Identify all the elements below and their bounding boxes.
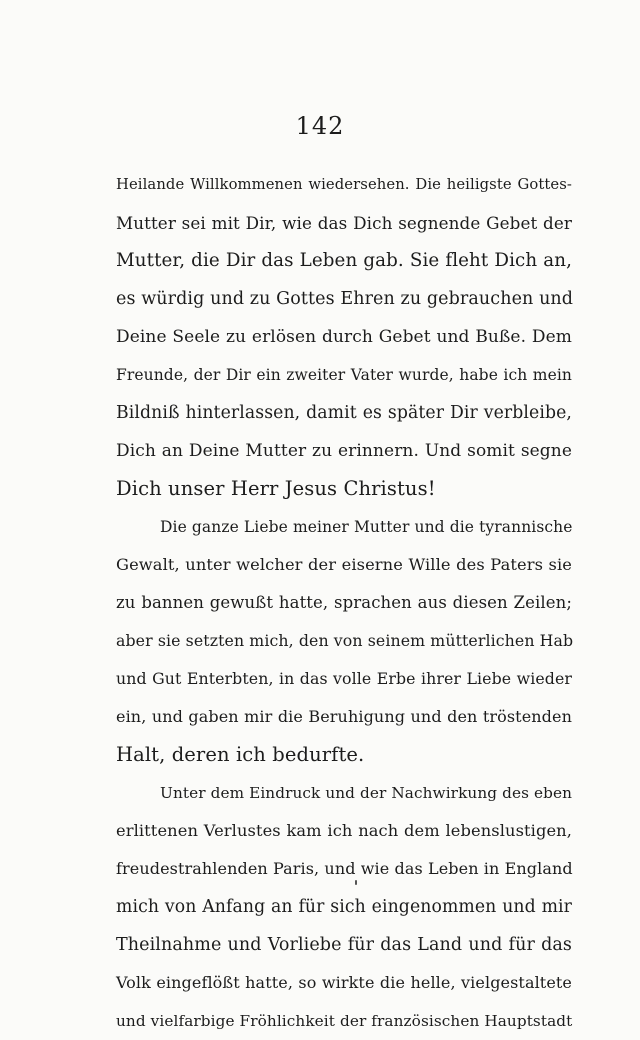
text-line: Deine Seele zu erlösen durch Gebet und Buße. Dem [116, 327, 572, 347]
paragraph-2 [116, 508, 572, 774]
text-line: Bildniß hinterlassen, damit es später Dir verbleibe, [116, 403, 572, 423]
text-line: Unter dem Eindruck und der Nachwirkung des eben [160, 784, 572, 802]
text-line: freudestrahlenden Paris, und wie das Leben in England [116, 859, 573, 878]
text-line: Gewalt, unter welcher der eiserne Wille des Paters sie [116, 555, 572, 574]
text-line: Mutter, die Dir das Leben gab. Sie fleht Dich an, [116, 250, 572, 271]
text-line: Dich an Deine Mutter zu erinnern. Und somit segne [116, 441, 572, 461]
text-line: und Gut Enterbten, in das volle Erbe ihrer Liebe wieder [116, 669, 572, 688]
text-line: erlittenen Verlustes kam ich nach dem lebenslustigen, [116, 821, 572, 840]
text-line: Volk eingeflößt hatte, so wirkte die helle, vielgestaltete [116, 973, 572, 992]
text-line: Theilnahme und Vorliebe für das Land und für das [116, 935, 572, 955]
text-line: Dich unser Herr Jesus Christus! [116, 477, 436, 500]
text-line: es würdig und zu Gottes Ehren zu gebrauchen und [116, 289, 574, 309]
text-line: zu bannen gewußt hatte, sprachen aus diesen Zeilen; [116, 593, 572, 612]
text-line: Mutter sei mit Dir, wie das Dich segnende Gebet der [116, 213, 572, 233]
text-line: Freunde, der Dir ein zweiter Vater wurde, habe ich mein [116, 366, 572, 384]
text-line: Die ganze Liebe meiner Mutter und die tyrannische [160, 518, 573, 536]
body-text [116, 166, 572, 1040]
text-line: mich von Anfang an für sich eingenommen und mir [116, 897, 572, 917]
text-line: Halt, deren ich bedurfte. [116, 743, 365, 766]
paragraph-1 [116, 166, 572, 508]
text-line: Heilande Willkommenen wiedersehen. Die heiligste Gottes- [116, 176, 572, 193]
print-speck [355, 880, 357, 885]
paragraph-3 [116, 774, 572, 1040]
text-line: und vielfarbige Fröhlichkeit der französischen Hauptstadt [116, 1012, 573, 1030]
page-number: 142 [295, 112, 345, 140]
text-line: aber sie setzten mich, den von seinem mütterlichen Hab [116, 631, 574, 650]
text-line: ein, und gaben mir die Beruhigung und den tröstenden [116, 707, 572, 726]
